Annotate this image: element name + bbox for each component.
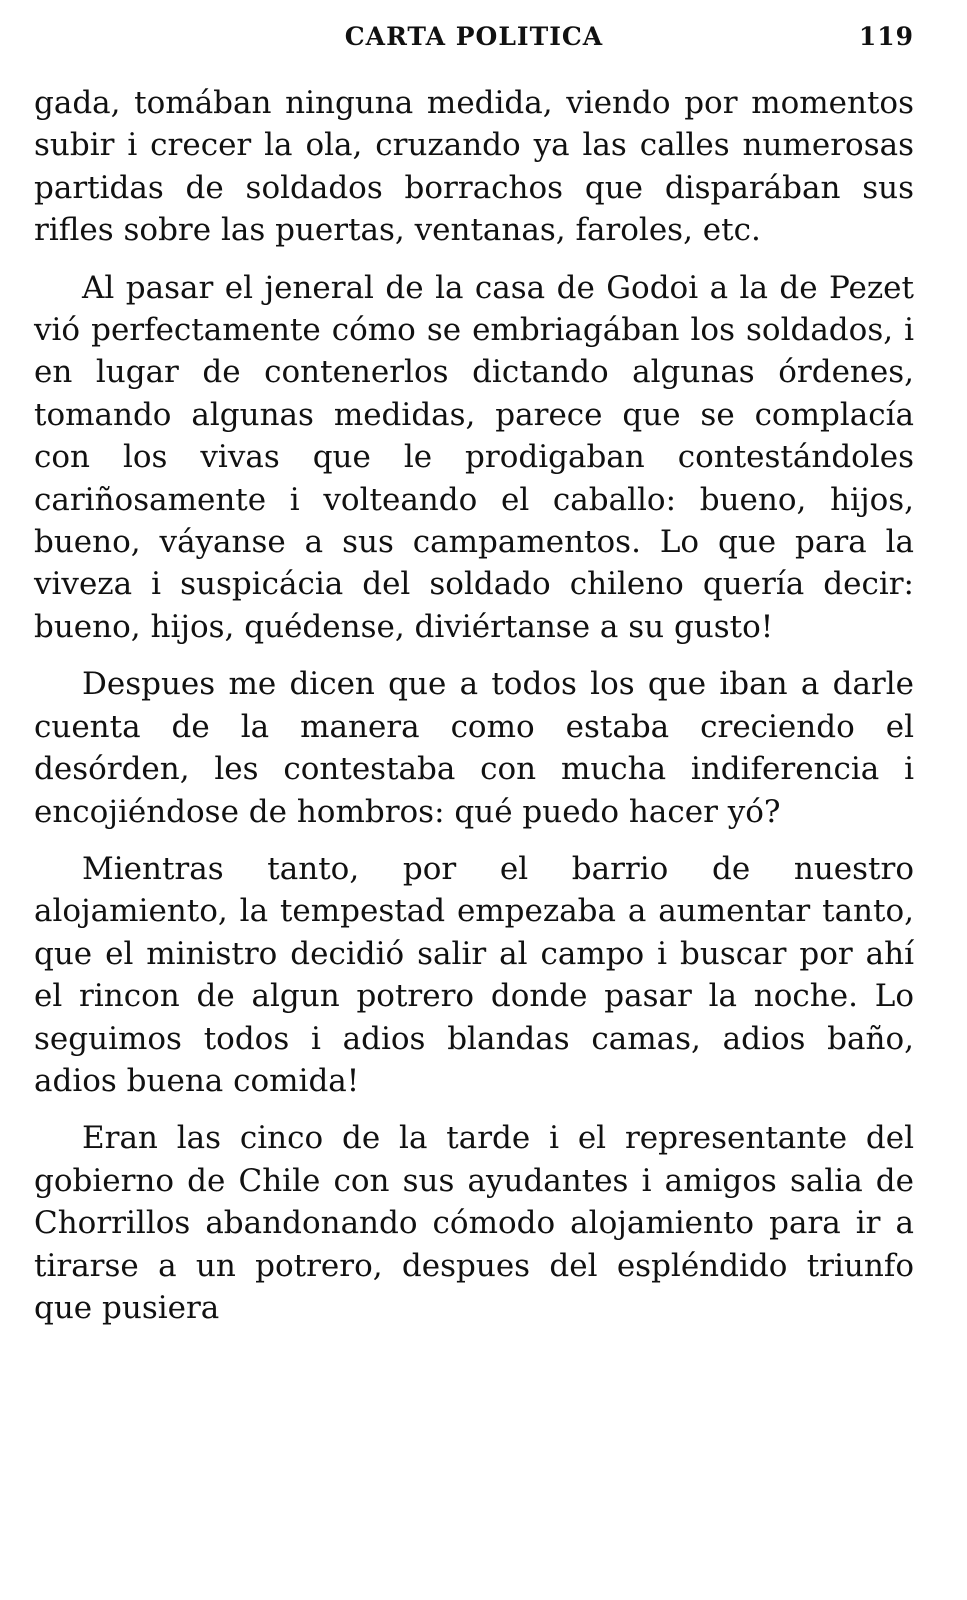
- running-header: [34, 22, 914, 56]
- paragraph-continuation: gada, tomában ninguna medida, viendo por momentos subir i crecer la ola, cruzando ya las calles numerosas partidas de soldados borrachos que disparában sus rifles sobre las puertas, ventanas, faroles, etc.: [34, 85, 914, 249]
- paragraph: Mientras tanto, por el barrio de nuestro alojamiento, la tempestad empezaba a aumentar tanto, que el ministro decidió salir al campo i buscar por ahí el rincon de algun potrero donde pasar la noche. Lo seguimos todos i adios blandas camas, adios baño, adios buena comida!: [34, 850, 914, 1099]
- paragraph: Eran las cinco de la tarde i el representante del gobierno de Chile con sus ayudantes i amigos salia de Chorrillos abandonando cómodo alojamiento para ir a tirarse a un potrero, despues del espléndido triunfo que pusiera: [34, 1120, 914, 1326]
- running-title: CARTA POLITICA: [344, 22, 604, 51]
- page-number: 119: [858, 22, 914, 51]
- paragraph: Despues me dicen que a todos los que iban a darle cuenta de la manera como estaba creciendo el desórden, les contestaba con mucha indiferencia i encojiéndose de hombros: qué puedo hacer yó?: [34, 666, 914, 830]
- paragraph: Al pasar el jeneral de la casa de Godoi a la de Pezet vió perfectamente cómo se embriagában los soldados, i en lugar de contenerlos dictando algunas órdenes, tomando algunas medidas, parece que se complacía con los vivas que le prodigaban contestándoles cariñosamente i volteando el caballo: bueno, hijos, bueno, váyanse a sus campamentos. Lo que para la viveza i suspicácia del soldado chileno quería decir: bueno, hijos, quédense, diviértanse a su gusto!: [34, 269, 914, 645]
- body-text: [34, 82, 914, 1329]
